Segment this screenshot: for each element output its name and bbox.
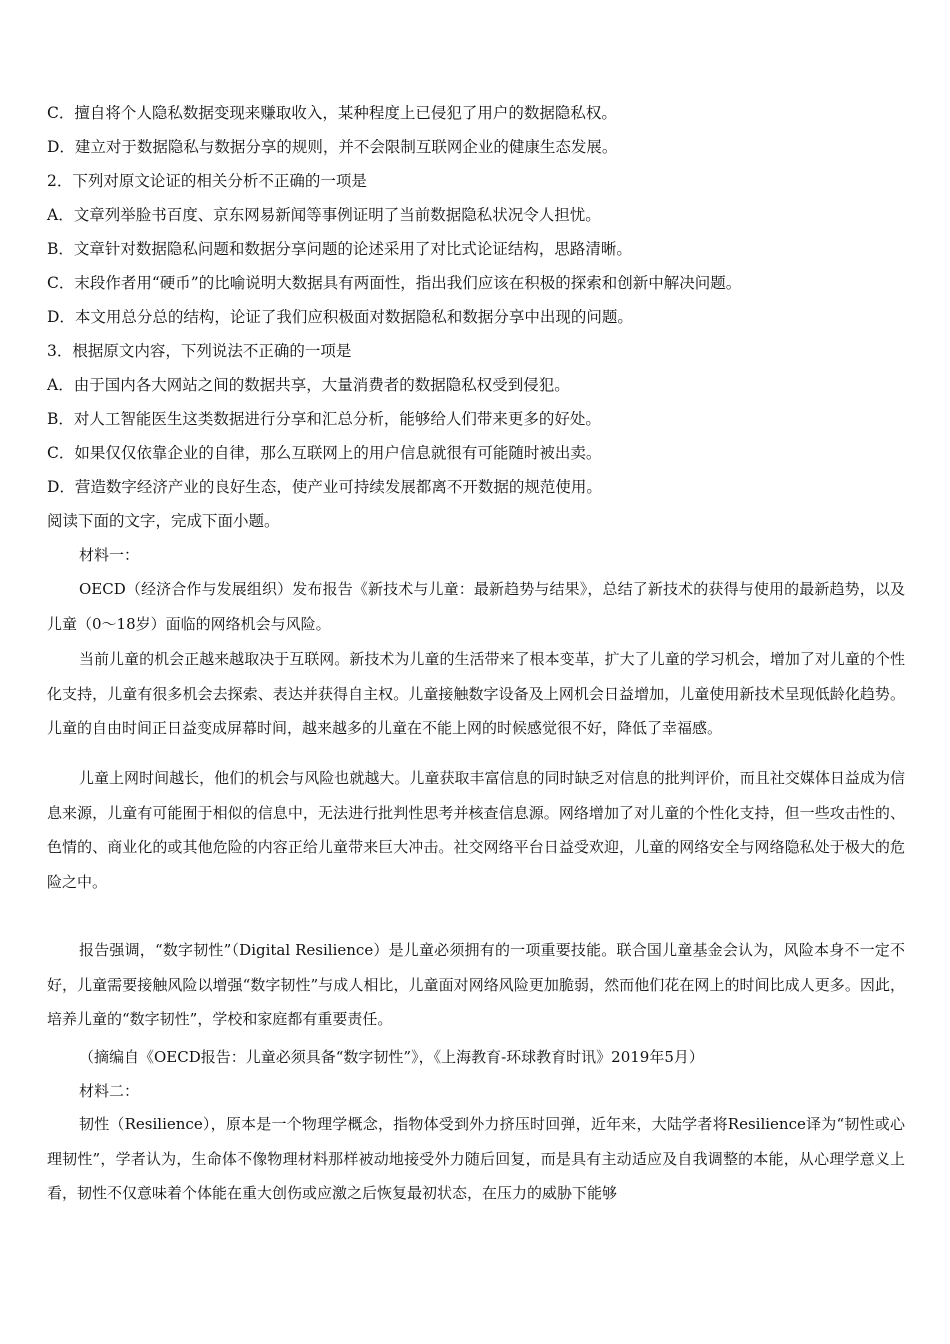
material1-paragraph-2: 当前儿童的机会正越来越取决于互联网。新技术为儿童的生活带来了根本变革，扩大了儿童的学习机会，增加了对儿童的个性化支持，儿童有很多机会去探索、表达并获得自主权。儿童接触数字设备及上网机会日益增加，儿童使用新技术呈现低龄化趋势。儿童的自由时间正日益变成屏幕时间，越来越多的儿童在不能上网的时候感觉很不好，降低了幸福感。 <box>47 650 905 737</box>
material1-source: （摘编自《OECD报告：儿童必须具备“数字韧性”》，《上海教育-环球教育时讯》2019年5月） <box>79 1048 704 1066</box>
material1-heading: 材料一： <box>79 546 140 564</box>
material2-paragraph-1: 韧性（Resilience），原本是一个物理学概念，指物体受到外力挤压时回弹，近年来，大陆学者将Resilience译为“韧性或心理韧性”，学者认为，生命体不像物理材料那样被动地接受外力随后回复，而是具有主动适应及自我调整的本能，从心理学意义上看，韧性不仅意味着个体能在重大创伤或应激之后恢复最初状态，在压力的威胁下能够 <box>47 1115 905 1202</box>
q3-option-c: C．如果仅仅依靠企业的自律，那么互联网上的用户信息就很有可能随时被出卖。 <box>47 444 602 462</box>
material1-paragraph-3: 儿童上网时间越长，他们的机会与风险也就越大。儿童获取丰富信息的同时缺乏对信息的批判评价，而且社交媒体日益成为信息来源，儿童有可能囿于相似的信息中，无法进行批判性思考并核查信息源。网络增加了对儿童的个性化支持，但一些攻击性的、色情的、商业化的或其他危险的内容正给儿童带来巨大冲击。社交网络平台日益受欢迎，儿童的网络安全与网络隐私处于极大的危险之中。 <box>47 769 905 891</box>
q3-option-a: A．由于国内各大网站之间的数据共享，大量消费者的数据隐私权受到侵犯。 <box>47 376 570 394</box>
q2-stem: 2．下列对原文论证的相关分析不正确的一项是 <box>47 172 367 190</box>
q3-option-d: D．营造数字经济产业的良好生态，使产业可持续发展都离不开数据的规范使用。 <box>47 478 602 496</box>
reading-instruction: 阅读下面的文字，完成下面小题。 <box>47 512 280 530</box>
material1-paragraph-1: OECD（经济合作与发展组织）发布报告《新技术与儿童：最新趋势与结果》，总结了新技术的获得与使用的最新趋势，以及儿童（0～18岁）面临的网络机会与风险。 <box>47 580 905 633</box>
q2-option-d: D．本文用总分总的结构，论证了我们应积极面对数据隐私和数据分享中出现的问题。 <box>47 308 633 326</box>
q1-option-d: D．建立对于数据隐私与数据分享的规则，并不会限制互联网企业的健康生态发展。 <box>47 138 618 156</box>
q3-stem: 3．根据原文内容，下列说法不正确的一项是 <box>47 342 352 360</box>
material1-paragraph-4: 报告强调，“数字韧性”（Digital Resilience）是儿童必须拥有的一项重要技能。联合国儿童基金会认为，风险本身不一定不好，儿童需要接触风险以增强“数字韧性”与成人相比，儿童面对网络风险更加脆弱，然而他们花在网上的时间比成人更多。因此，培养儿童的“数字韧性”，学校和家庭都有重要责任。 <box>47 941 905 1028</box>
q3-option-b: B．对人工智能医生这类数据进行分享和汇总分析，能够给人们带来更多的好处。 <box>47 410 601 428</box>
q2-option-b: B．文章针对数据隐私问题和数据分享问题的论述采用了对比式论证结构，思路清晰。 <box>47 240 632 258</box>
q2-option-a: A．文章列举脸书百度、京东网易新闻等事例证明了当前数据隐私状况令人担忧。 <box>47 206 601 224</box>
q1-option-c: C．擅自将个人隐私数据变现来赚取收入，某种程度上已侵犯了用户的数据隐私权。 <box>47 104 617 122</box>
q2-option-c: C．末段作者用“硬币”的比喻说明大数据具有两面性，指出我们应该在积极的探索和创新中解决问题。 <box>47 274 742 292</box>
material2-heading: 材料二： <box>79 1082 140 1100</box>
